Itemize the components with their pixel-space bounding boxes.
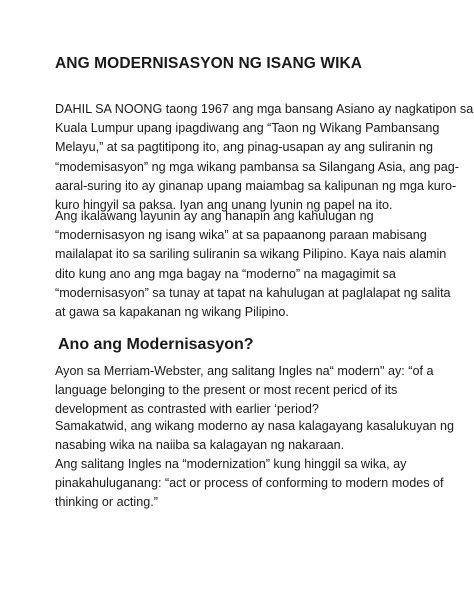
text-line: DAHIL SA NOONG taong 1967 ang mga bansang Asiano ay nagkatipon sa bbox=[55, 102, 474, 116]
text-line: “modernisasyon” sa tunay at tapat na kahulugan at paglalapat ng salita bbox=[55, 285, 451, 300]
text-line: pinakahuluganang: “act or process of conforming to modern modes of bbox=[55, 476, 444, 491]
text-line: nasabing wika na naiiba sa kalagayan ng nakaraan. bbox=[55, 438, 345, 453]
text-line: aaral-suring ito ay ginanap upang maiambag sa kalipunan ng mga kuro- bbox=[55, 178, 457, 193]
text-line: Samakatwid, ang wikang moderno ay nasa kalagayang kasalukuyan ng bbox=[55, 419, 455, 433]
text-line: Ang ikalawang layunin ay ang hanapin ang kahulugan ng bbox=[55, 209, 374, 223]
paragraph-second-objective bbox=[55, 207, 451, 322]
text-line: at gawa sa kapakanan ng wikang Pilipino. bbox=[55, 304, 289, 319]
text-line: language belonging to the present or most recent pericd of its bbox=[55, 383, 398, 398]
text-line: “modernisasyon ng isang wika” at sa papaanong paraan mabisang bbox=[55, 228, 427, 243]
paragraph-intro bbox=[55, 100, 474, 215]
text-line: Ayon sa Merriam-Webster, ang salitang Ingles na“ modern" ay: “of a bbox=[55, 364, 434, 378]
paragraph-modernization bbox=[55, 455, 444, 513]
text-line: Ang salitang Ingles na “modernization” kung hinggil sa wika, ay bbox=[55, 457, 407, 471]
text-line: kuro hingyil sa paksa. Iyan ang unang lyunin ng papel na ito. bbox=[55, 197, 393, 212]
text-line: dito kung ano ang mga bagay na “moderno” na magagimit sa bbox=[55, 266, 396, 281]
text-line: Melayu,” at sa pagtitipong ito, ang pinag-usapan ay ang suliranin ng bbox=[55, 140, 434, 155]
paragraph-definition bbox=[55, 362, 440, 420]
section-heading: Ano ang Modernisasyon? bbox=[58, 336, 254, 353]
document-title: ANG MODERNISASYON NG ISANG WIKA bbox=[55, 55, 363, 72]
paragraph-samakatwid bbox=[55, 417, 455, 455]
text-line: Kuala Lumpur upang ipagdiwang ang “Taon ng Wikang Pambansang bbox=[55, 121, 440, 136]
text-line: development as contrasted with earlier ‘period? bbox=[55, 402, 319, 417]
text-line: thinking or acting.” bbox=[55, 495, 158, 510]
text-line: mailalapat ito sa sariling suliranin sa wikang Pilipino. Kaya nais alamin bbox=[55, 247, 447, 262]
text-line: “modemisasyon” ng mga wikang pambansa sa Silangang Asia, ang pag- bbox=[55, 159, 459, 174]
